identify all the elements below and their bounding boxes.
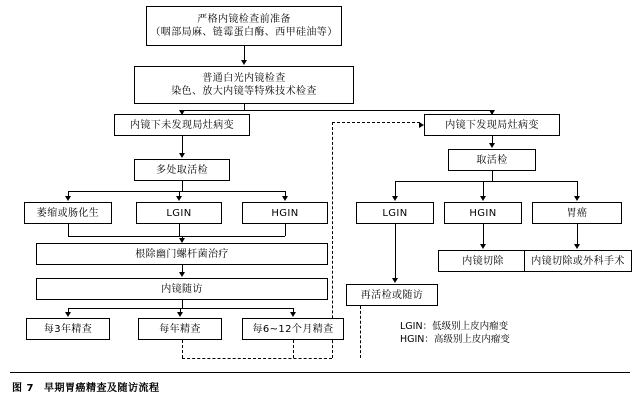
arrow-to-atrophy (65, 196, 71, 201)
node-hp-eradication (36, 243, 328, 265)
node-biopsy (448, 149, 536, 171)
node-hgin-right-label: HGIN (469, 207, 497, 219)
node-atrophy (24, 202, 112, 224)
node-hp-eradication-label: 根除幽门螺杆菌治疗 (135, 248, 229, 260)
node-endoscopic-followup-label: 内镜随访 (161, 283, 203, 295)
node-no-lesion-label: 内镜下未发现局灶病变 (130, 119, 234, 131)
connector-merge-bar-hp (68, 236, 285, 237)
node-every-6-12-months (242, 318, 344, 340)
arrow-lgin-right-to-rebiopsy (392, 278, 398, 283)
node-resection-or-surgery-label: 内镜切除或外科手术 (531, 255, 625, 267)
arrow-to-gastric-cancer (574, 196, 580, 201)
node-prep-line1: 严格内镜检查前准备 (197, 14, 291, 25)
arrow-hp-to-followup (179, 272, 185, 277)
node-prep-line2: （咽部局麻、链霉蛋白酶、西甲硅油等） (150, 27, 338, 38)
connector-atrophy-down (68, 224, 69, 236)
node-every-year-label: 每年精查 (159, 323, 201, 335)
arrow-to-hgin-left (282, 196, 288, 201)
connector-left-results-bar (68, 191, 285, 192)
node-lgin-left (136, 202, 222, 224)
arrow-to-every-year (177, 312, 183, 317)
node-every-year (138, 318, 222, 340)
node-every-3-years-label: 每3年精查 (43, 323, 93, 335)
node-endoscopic-resection-label: 内镜切除 (462, 255, 504, 267)
dashed-feedback-to-6-12m (293, 340, 294, 358)
figure-caption-number: 图 7 (12, 383, 34, 394)
legend-line-lgin: LGIN：低级别上皮内瘤变 (400, 321, 509, 332)
dashed-feedback-rebiopsy-up (360, 306, 361, 358)
connector-right-results-lgin (395, 181, 396, 196)
node-atrophy-label: 萎缩或肠化生 (36, 207, 100, 219)
arrow-prep-to-white-light (241, 60, 247, 65)
node-every-3-years (26, 318, 110, 340)
dashed-feedback-top (332, 122, 420, 123)
arrow-lesion-found-to-biopsy (489, 143, 495, 148)
node-endoscopic-followup (36, 278, 328, 300)
node-lesion-found (424, 114, 560, 136)
node-lgin-right-label: LGIN (382, 207, 408, 219)
arrow-to-lgin-left (176, 196, 182, 201)
connector-split-bar (182, 110, 492, 111)
arrow-no-lesion-to-multi-biopsy (179, 153, 185, 158)
node-rebiopsy-followup (346, 284, 438, 306)
arrow-to-lgin-right (392, 196, 398, 201)
legend (400, 320, 510, 346)
arrow-hgin-right-to-resection (480, 244, 486, 249)
node-hgin-left (242, 202, 328, 224)
figure-divider (10, 372, 630, 373)
node-prep (146, 6, 342, 46)
arrow-to-every-6-12-months (290, 312, 296, 317)
node-rebiopsy-followup-label: 再活检或随访 (360, 289, 424, 301)
arrow-to-hgin-right (480, 196, 486, 201)
connector-multi-biopsy-down (182, 181, 183, 191)
node-multi-biopsy (134, 159, 230, 181)
connector-hgin-left-down (285, 224, 286, 236)
legend-line-hgin: HGIN：高级别上皮内瘤变 (400, 334, 510, 345)
figure-caption (12, 379, 159, 394)
node-white-light (134, 66, 354, 104)
dashed-feedback-to-3y (182, 340, 183, 358)
connector-lgin-right-down (395, 224, 396, 278)
node-white-light-line2: 染色、放大内镜等特殊技术检查 (171, 86, 317, 97)
node-hgin-right (444, 202, 522, 224)
connector-cancer-down (577, 224, 578, 244)
connector-right-results-hgin (483, 181, 484, 196)
arrow-to-every-3-years (65, 312, 71, 317)
node-every-6-12-months-label: 每6~12个月精查 (252, 323, 334, 335)
node-no-lesion (114, 114, 250, 136)
connector-biopsy-down (492, 171, 493, 181)
node-resection-or-surgery (524, 250, 632, 272)
connector-right-results-bar (395, 181, 577, 182)
node-endoscopic-resection (438, 250, 528, 272)
connector-hgin-right-down (483, 224, 484, 244)
node-lgin-left-label: LGIN (166, 207, 192, 219)
figure-caption-text: 早期胃癌精查及随访流程 (43, 383, 160, 394)
node-lgin-right (356, 202, 434, 224)
node-biopsy-label: 取活检 (476, 154, 508, 166)
node-multi-biopsy-label: 多处取活检 (156, 164, 208, 176)
node-hgin-left-label: HGIN (271, 207, 299, 219)
connector-right-results-cancer (577, 181, 578, 196)
node-gastric-cancer (532, 202, 622, 224)
connector-followup-down (182, 300, 183, 308)
node-gastric-cancer-label: 胃癌 (566, 207, 588, 219)
arrow-cancer-to-resection-surgery (574, 244, 580, 249)
node-white-light-line1: 普通白光内镜检查 (202, 73, 286, 84)
dashed-feedback-bottom (182, 358, 332, 359)
connector-no-lesion-to-multi-biopsy (182, 136, 183, 154)
connector-prep-to-white-light (244, 46, 245, 61)
connector-lgin-left-down (179, 224, 180, 236)
node-lesion-found-label: 内镜下发现局灶病变 (445, 119, 539, 131)
